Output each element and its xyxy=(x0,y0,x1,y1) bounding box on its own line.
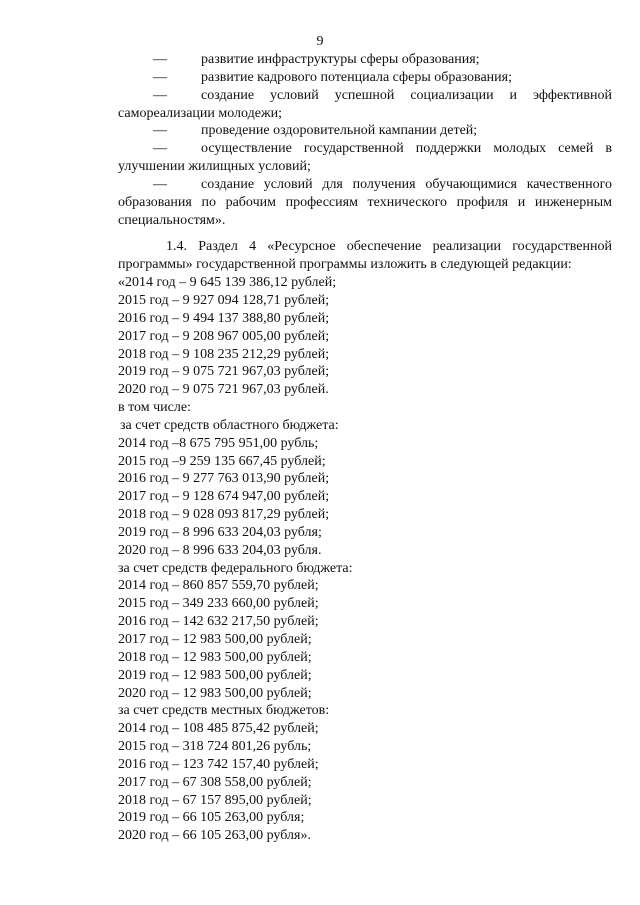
funding-line: «2014 год – 9 645 139 386,12 рублей; xyxy=(118,275,337,291)
funding-line: 2018 год – 9 028 093 817,29 рублей; xyxy=(118,507,330,523)
funding-line: 2016 год – 9 277 763 013,90 рублей; xyxy=(118,471,330,487)
funding-line: 2014 год – 108 485 875,42 рублей; xyxy=(118,721,319,737)
total-funding-list xyxy=(118,274,612,399)
local-budget-label: за счет средств местных бюджетов: xyxy=(118,703,330,719)
goals-list xyxy=(118,51,612,229)
dash-marker: — xyxy=(153,141,167,157)
funding-line: 2014 год –8 675 795 951,00 рубль; xyxy=(118,435,319,451)
section-paragraph: 1.4. Раздел 4 «Ресурсное обеспечение реализации государственной программы» государственной программы изложить в следующей редакции: xyxy=(118,239,612,273)
funding-line: 2016 год – 9 494 137 388,80 рублей; xyxy=(118,310,330,326)
funding-line: 2020 год – 9 075 721 967,03 рублей. xyxy=(118,382,329,398)
funding-line: 2015 год – 318 724 801,26 рубль; xyxy=(118,739,312,755)
funding-line: 2015 год – 349 233 660,00 рублей; xyxy=(118,596,319,612)
funding-line: 2015 год –9 259 135 667,45 рублей; xyxy=(118,453,326,469)
funding-line: 2014 год – 860 857 559,70 рублей; xyxy=(118,578,319,594)
dash-marker: — xyxy=(153,123,167,139)
funding-line: 2016 год – 142 632 217,50 рублей; xyxy=(118,614,319,630)
funding-line: 2017 год – 9 208 967 005,00 рублей; xyxy=(118,328,330,344)
funding-line: 2020 год – 12 983 500,00 рублей; xyxy=(118,685,312,701)
funding-line: 2015 год – 9 927 094 128,71 рублей; xyxy=(118,292,330,308)
list-item xyxy=(118,69,612,87)
funding-line: 2019 год – 12 983 500,00 рублей; xyxy=(118,667,312,683)
funding-line: 2016 год – 123 742 157,40 рублей; xyxy=(118,756,319,772)
list-item-text: создание условий для получения обучающимися качественного образования по рабочим профессиям технического профиля и инженерным специальностям». xyxy=(118,176,612,228)
list-item xyxy=(118,176,612,230)
dash-marker: — xyxy=(153,52,167,67)
regional-funding-list xyxy=(118,435,612,560)
list-item-text: осуществление государственной поддержки молодых семей в улучшении жилищных условий; xyxy=(118,141,612,175)
funding-line: 2019 год – 66 105 263,00 рубля; xyxy=(118,810,305,826)
funding-line: 2019 год – 8 996 633 204,03 рубля; xyxy=(118,524,322,540)
funding-line: 2018 год – 9 108 235 212,29 рублей; xyxy=(118,346,330,362)
local-funding-list xyxy=(118,720,612,845)
list-item xyxy=(118,87,612,123)
federal-funding-list xyxy=(118,577,612,702)
dash-marker: — xyxy=(153,87,167,103)
funding-line: 2018 год – 12 983 500,00 рублей; xyxy=(118,649,312,665)
funding-line: 2017 год – 12 983 500,00 рублей; xyxy=(118,632,312,647)
regional-budget-label: за счет средств областного бюджета: xyxy=(120,417,339,433)
dash-marker: — xyxy=(153,69,167,85)
document-body xyxy=(118,51,612,845)
dash-marker: — xyxy=(153,176,167,192)
including-label: в том числе: xyxy=(118,400,191,416)
funding-line: 2017 год – 9 128 674 947,00 рублей; xyxy=(118,489,330,505)
list-item-text: проведение оздоровительной кампании детей; xyxy=(201,123,478,139)
funding-line: 2018 год – 67 157 895,00 рублей; xyxy=(118,792,312,808)
funding-line: 2017 год – 67 308 558,00 рублей; xyxy=(118,774,312,790)
funding-line: 2020 год – 66 105 263,00 рубля». xyxy=(118,828,311,844)
funding-line: 2020 год – 8 996 633 204,03 рубля. xyxy=(118,542,322,558)
list-item xyxy=(118,140,612,176)
list-item-text: развитие инфраструктуры сферы образования; xyxy=(201,52,480,67)
page-number: 9 xyxy=(316,34,324,49)
list-item xyxy=(118,122,612,140)
list-item-text: развитие кадрового потенциала сферы образования; xyxy=(201,69,512,85)
federal-budget-label: за счет средств федерального бюджета: xyxy=(118,560,353,576)
list-item xyxy=(118,51,612,69)
funding-line: 2019 год – 9 075 721 967,03 рублей; xyxy=(118,364,330,380)
list-item-text: создание условий успешной социализации и эффективной самореализации молодежи; xyxy=(118,87,612,121)
